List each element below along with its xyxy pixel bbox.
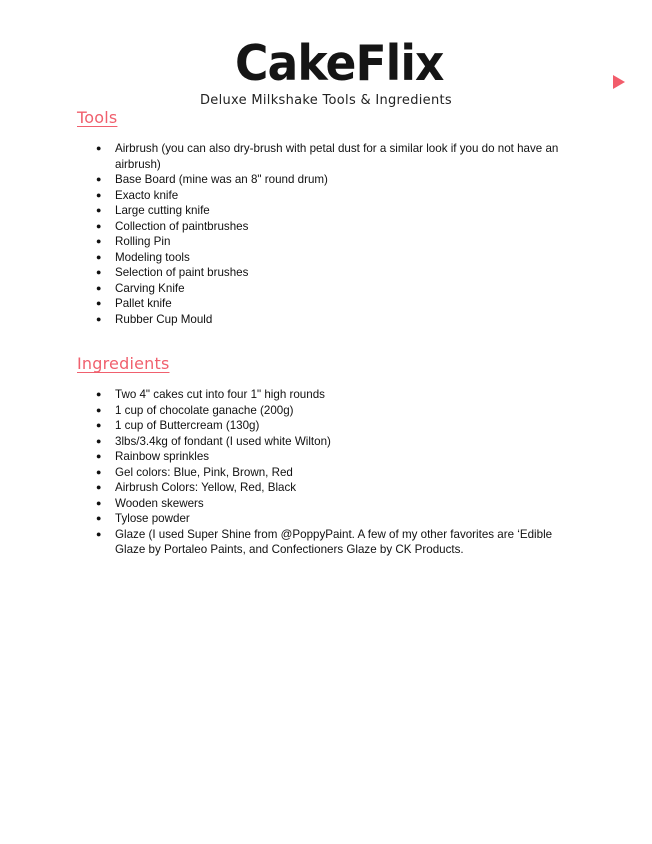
list-item: [0, 387, 652, 403]
list-item-text: Rainbow sprinkles: [115, 450, 210, 463]
list-item: [0, 480, 652, 496]
bullet-icon: ●: [96, 205, 102, 215]
bullet-icon: ●: [96, 497, 102, 508]
bullet-icon: ●: [96, 220, 102, 231]
list-item-text: Tylose powder: [115, 512, 190, 525]
list-item: [0, 496, 652, 512]
list-item-text: Rubber Cup Mould: [115, 312, 213, 326]
list-item: [0, 449, 652, 465]
list-item: [0, 265, 652, 281]
list-item-text: Glaze (I used Super Shine from @PoppyPaint. A few of my other favorites are ‘Edible Glaze by Portaleo Paints, and Confectioners Glaze by CK Products.: [115, 527, 553, 556]
bullet-icon: ●: [96, 482, 102, 492]
list-item-text: Airbrush Colors: Yellow, Red, Black: [115, 481, 297, 494]
list-item-text: 3lbs/3.4kg of fondant (I used white Wilton): [115, 434, 331, 448]
list-item: [0, 234, 652, 250]
list-item-text: Gel colors: Blue, Pink, Brown, Red: [115, 465, 293, 479]
list-item-text: Carving Knife: [115, 281, 185, 295]
list-item-text: Two 4" cakes cut into four 1" high rounds: [115, 388, 325, 401]
list-item-text: Exacto knife: [115, 188, 179, 202]
list-item-text: Modeling tools: [115, 250, 190, 264]
logo-text: CakeFlix: [235, 35, 444, 92]
list-item: [0, 418, 652, 434]
bullet-icon: ●: [96, 466, 102, 477]
ingredients-list: [0, 387, 652, 558]
list-item: [0, 312, 652, 328]
list-item-text: 1 cup of chocolate ganache (200g): [115, 403, 294, 417]
play-icon: [613, 75, 625, 89]
bullet-icon: ●: [96, 389, 102, 399]
list-item: [0, 188, 652, 204]
list-item: [0, 403, 652, 419]
list-item: [0, 219, 652, 235]
bullet-icon: ●: [96, 267, 102, 277]
list-item: [0, 141, 652, 172]
list-item: [0, 296, 652, 312]
bullet-icon: ●: [96, 189, 102, 200]
list-item-text: Airbrush (you can also dry-brush with petal dust for a similar look if you do not have an airbrush): [115, 142, 559, 171]
list-item-text: Rolling Pin: [115, 235, 171, 248]
list-item: [0, 527, 652, 558]
bullet-icon: ●: [96, 143, 102, 153]
list-item: [0, 511, 652, 527]
tools-heading: Tools: [77, 108, 118, 127]
list-item: [0, 281, 652, 297]
bullet-icon: ●: [96, 420, 102, 430]
tools-list: [0, 141, 652, 327]
document-subtitle: Deluxe Milkshake Tools & Ingredients: [199, 93, 452, 108]
list-item: [0, 172, 652, 188]
bullet-icon: ●: [96, 513, 102, 523]
bullet-icon: ●: [96, 404, 102, 415]
bullet-icon: ●: [96, 251, 102, 262]
list-item-text: Collection of paintbrushes: [115, 219, 249, 233]
bullet-icon: ●: [96, 528, 102, 539]
bullet-icon: ●: [96, 435, 102, 446]
bullet-icon: ●: [96, 174, 102, 184]
cakeflix-logo: [235, 35, 444, 92]
bullet-icon: ●: [96, 451, 102, 461]
bullet-icon: ●: [96, 282, 102, 293]
list-item-text: Large cutting knife: [115, 204, 210, 217]
list-item-text: Selection of paint brushes: [115, 266, 249, 279]
bullet-icon: ●: [96, 298, 102, 308]
list-item: [0, 465, 652, 481]
ingredients-heading: Ingredients: [77, 354, 170, 373]
list-item-text: Base Board (mine was an 8" round drum): [115, 173, 328, 186]
bullet-icon: ●: [96, 313, 102, 324]
list-item: [0, 250, 652, 266]
list-item-text: 1 cup of Buttercream (130g): [115, 419, 260, 432]
bullet-icon: ●: [96, 236, 102, 246]
list-item: [0, 203, 652, 219]
list-item: [0, 434, 652, 450]
list-item-text: Wooden skewers: [115, 496, 204, 510]
list-item-text: Pallet knife: [115, 297, 172, 310]
